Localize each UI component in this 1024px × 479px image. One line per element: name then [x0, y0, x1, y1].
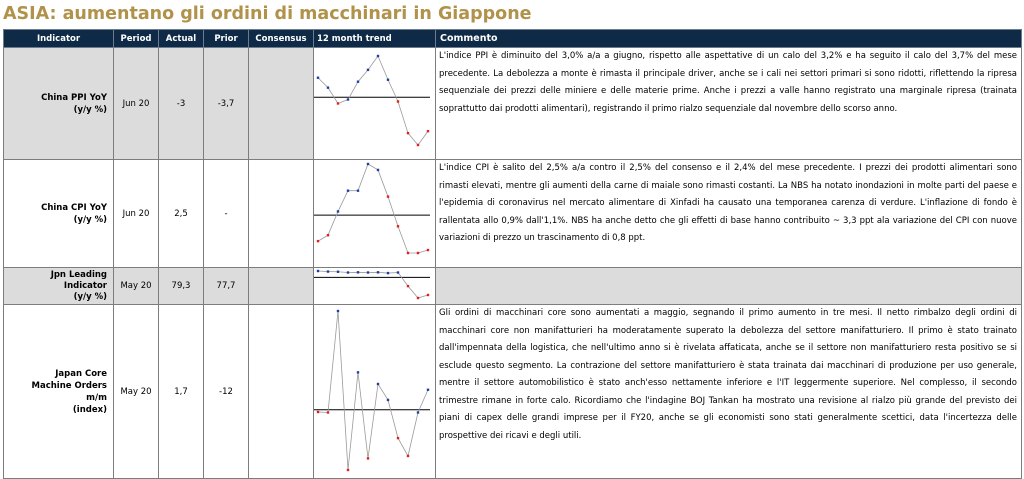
- row-consensus: [249, 48, 314, 160]
- sparkline-point: [337, 310, 339, 312]
- sparkline-point: [367, 271, 369, 273]
- sparkline-point: [317, 270, 319, 272]
- header-consensus: Consensus: [249, 30, 314, 48]
- row-actual: 2,5: [159, 160, 204, 268]
- sparkline-line: [318, 311, 428, 470]
- sparkline-point: [397, 437, 399, 439]
- sparkline-point: [357, 271, 359, 273]
- sparkline-point: [427, 130, 429, 132]
- sparkline-point: [347, 98, 349, 100]
- row-indicator: China PPI YoY (y/y %): [4, 48, 114, 160]
- table-row: [4, 160, 1022, 268]
- row-prior: -12: [204, 305, 249, 479]
- row-consensus: [249, 268, 314, 305]
- sparkline-point: [337, 102, 339, 104]
- row-indicator: Jpn Leading Indicator (y/y %): [4, 268, 114, 305]
- row-trend-sparkline: [314, 305, 436, 479]
- sparkline-point: [417, 297, 419, 299]
- row-trend-sparkline: [314, 48, 436, 160]
- sparkline-point: [337, 271, 339, 273]
- table-header-row: [4, 30, 1022, 48]
- table-row: [4, 48, 1022, 160]
- sparkline-point: [367, 69, 369, 71]
- sparkline-point: [407, 252, 409, 254]
- row-comment: L'indice CPI è salito del 2,5% a/a contro il 2,5% del consenso e il 2,4% del mese precedente. I prezzi dei prodotti alimentari sono rimasti elevati, mentre gli aumenti della carne di maiale sono rimasti costanti. La NBS ha notato inondazioni in molte parti del paese e l'epidemia di coronavirus nel mercato alimentare di Xinfadi ha causato una temporanea carenza di verdure. L'inflazione di fondo è rallentata allo 0,9% dall'1,1%. NBS ha anche detto che gli effetti di base hanno contribuito ~ 3,3 ppt ala variazione del CPI con nuove variazioni di prezzo un trascinamento di 0,8 ppt.: [436, 160, 1022, 268]
- indicators-table: [3, 29, 1022, 479]
- row-consensus: [249, 160, 314, 268]
- header-actual: Actual: [159, 30, 204, 48]
- sparkline-point: [417, 411, 419, 413]
- row-actual: -3: [159, 48, 204, 160]
- sparkline-point: [357, 190, 359, 192]
- sparkline-point: [387, 272, 389, 274]
- sparkline-point: [417, 144, 419, 146]
- table-row: [4, 268, 1022, 305]
- page-title: ASIA: aumentano gli ordini di macchinari in Giappone: [3, 4, 532, 24]
- sparkline-point: [397, 100, 399, 102]
- row-comment: Gli ordini di macchinari core sono aumentati a maggio, segnando il primo aumento in tre mesi. Il netto rimbalzo degli ordini di macchinari core non manifatturieri ha moderatamente superato la debolezza del settore manifatturiero. Il primo è stato trainato dall'impennata della logistica, che nell'ultimo anno si è rivelata affaticata, anche se il settore non manifatturiero resta positivo se si esclude questo segmento. La contrazione del settore manifatturiero è stata trainata dai macchinari di produzione per uso generale, mentre il settore automobilistico è stato anch'esso nettamente inferiore e l'IT leggermente superiore. Nel complesso, il secondo trimestre rimane in forte calo. Ricordiamo che l'indagine BOJ Tankan ha mostrato una revisione al rialzo più grande del previsto dei piani di capex delle grandi imprese per il FY20, anche se gli economisti sono stati generalmente scettici, data l'incertezza delle prospettive dei ricavi e degli utili.: [436, 305, 1022, 479]
- row-actual: 1,7: [159, 305, 204, 479]
- sparkline-chart: [314, 48, 436, 159]
- sparkline-point: [347, 469, 349, 471]
- sparkline-point: [347, 271, 349, 273]
- row-period: Jun 20: [114, 160, 159, 268]
- sparkline-point: [317, 240, 319, 242]
- sparkline-point: [387, 195, 389, 197]
- row-trend-sparkline: [314, 160, 436, 268]
- sparkline-point: [427, 389, 429, 391]
- sparkline-point: [337, 210, 339, 212]
- sparkline-point: [407, 285, 409, 287]
- sparkline-point: [377, 271, 379, 273]
- row-indicator: China CPI YoY (y/y %): [4, 160, 114, 268]
- table-row: [4, 305, 1022, 479]
- sparkline-line: [318, 164, 428, 253]
- sparkline-point: [377, 169, 379, 171]
- sparkline-point: [387, 399, 389, 401]
- row-prior: -3,7: [204, 48, 249, 160]
- sparkline-point: [407, 132, 409, 134]
- sparkline-point: [357, 371, 359, 373]
- sparkline-point: [367, 163, 369, 165]
- sparkline-point: [327, 234, 329, 236]
- sparkline-point: [327, 411, 329, 413]
- row-period: May 20: [114, 305, 159, 479]
- row-comment: L'indice PPI è diminuito del 3,0% a/a a giugno, rispetto alle aspettative di un calo del 3,2% e ha seguito il calo del 3,7% del mese precedente. La debolezza a monte è rimasta il principale driver, anche se i cali nei settori primari si sono ridotti, riflettendo la ripresa sequenziale dei prezzi delle miniere e delle materie prime. Anche i prezzi a valle hanno registrato una marginale ripresa (trainata soprattutto dai prodotti alimentari), registrando il primo rialzo sequenziale dal novembre dello scorso anno.: [436, 48, 1022, 160]
- sparkline-point: [327, 86, 329, 88]
- sparkline-chart: [314, 305, 436, 478]
- sparkline-point: [387, 79, 389, 81]
- sparkline-point: [407, 455, 409, 457]
- sparkline-point: [357, 81, 359, 83]
- row-actual: 79,3: [159, 268, 204, 305]
- row-period: May 20: [114, 268, 159, 305]
- sparkline-point: [377, 55, 379, 57]
- sparkline-point: [347, 190, 349, 192]
- row-indicator: Japan Core Machine Orders m/m (index): [4, 305, 114, 479]
- sparkline-chart: [314, 268, 436, 304]
- header-comment: Commento: [436, 30, 1022, 48]
- sparkline-point: [427, 249, 429, 251]
- sparkline-line: [318, 271, 428, 298]
- header-period: Period: [114, 30, 159, 48]
- header-prior: Prior: [204, 30, 249, 48]
- row-period: Jun 20: [114, 48, 159, 160]
- sparkline-point: [317, 411, 319, 413]
- sparkline-point: [377, 383, 379, 385]
- sparkline-point: [427, 294, 429, 296]
- row-prior: 77,7: [204, 268, 249, 305]
- sparkline-chart: [314, 160, 436, 267]
- row-prior: -: [204, 160, 249, 268]
- sparkline-point: [327, 270, 329, 272]
- sparkline-point: [317, 77, 319, 79]
- header-trend: 12 month trend: [314, 30, 436, 48]
- sparkline-point: [417, 252, 419, 254]
- sparkline-point: [367, 457, 369, 459]
- row-comment: [436, 268, 1022, 305]
- row-trend-sparkline: [314, 268, 436, 305]
- sparkline-point: [397, 225, 399, 227]
- header-indicator: Indicator: [4, 30, 114, 48]
- sparkline-line: [318, 56, 428, 145]
- row-consensus: [249, 305, 314, 479]
- sparkline-point: [397, 271, 399, 273]
